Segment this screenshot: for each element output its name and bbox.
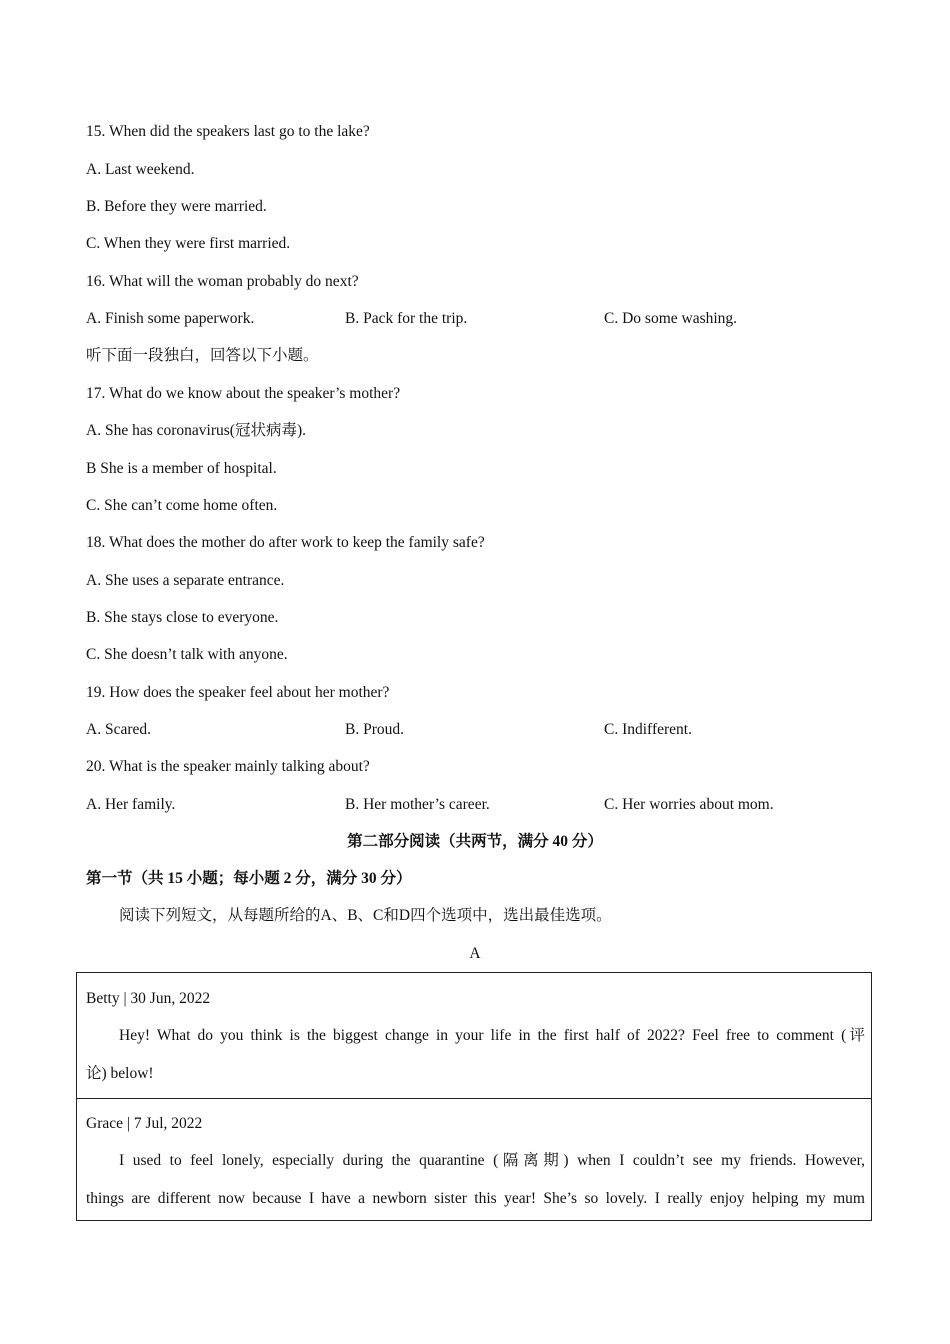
- q15-option-c: C. When they were first married.: [86, 235, 291, 252]
- post-body-line: 论) below!: [86, 1065, 154, 1082]
- q16-option-c: C. Do some washing.: [604, 310, 738, 327]
- q19-option-a: A. Scared.: [86, 721, 151, 738]
- q19-option-c: C. Indifferent.: [604, 721, 692, 738]
- q17-option-a: A. She has coronavirus(冠状病毒).: [86, 422, 306, 439]
- comment-box: [76, 972, 872, 1221]
- q16-option-b: B. Pack for the trip.: [345, 310, 468, 327]
- post-header: Betty | 30 Jun, 2022: [86, 990, 211, 1007]
- question-17: 17. What do we know about the speaker’s mother?: [86, 385, 401, 402]
- q15-option-b: B. Before they were married.: [86, 198, 267, 215]
- q18-option-b: B. She stays close to everyone.: [86, 609, 279, 626]
- post-body-line: things are different now because I have a newborn sister this year! She’s so lovely. I really enjoy helping my mum: [86, 1190, 865, 1207]
- question-15: 15. When did the speakers last go to the lake?: [86, 123, 370, 140]
- monologue-intro: 听下面一段独白，回答以下小题。: [86, 347, 319, 364]
- q20-option-b: B. Her mother’s career.: [345, 796, 490, 813]
- question-18: 18. What does the mother do after work to keep the family safe?: [86, 534, 485, 551]
- post-header: Grace | 7 Jul, 2022: [86, 1115, 203, 1132]
- post-divider: [77, 1098, 871, 1099]
- passage-label: A: [469, 945, 481, 962]
- q18-option-a: A. She uses a separate entrance.: [86, 572, 285, 589]
- post-body-line: Hey! What do you think is the biggest change in your life in the first half of 2022? Feel free to comment (评: [119, 1027, 865, 1044]
- q17-option-c: C. She can’t come home often.: [86, 497, 278, 514]
- question-20: 20. What is the speaker mainly talking about?: [86, 758, 370, 775]
- q16-option-a: A. Finish some paperwork.: [86, 310, 255, 327]
- question-16: 16. What will the woman probably do next?: [86, 273, 359, 290]
- q15-option-a: A. Last weekend.: [86, 161, 195, 178]
- post-body-line: I used to feel lonely, especially during the quarantine (隔离期) when I couldn’t see my friends. However,: [119, 1152, 865, 1169]
- q18-option-c: C. She doesn’t talk with anyone.: [86, 646, 288, 663]
- instructions: 阅读下列短文，从每题所给的A、B、C和D四个选项中，选出最佳选项。: [119, 907, 612, 924]
- q17-option-b: B She is a member of hospital.: [86, 460, 277, 477]
- part2-title: 第二部分阅读（共两节，满分 40 分）: [347, 833, 603, 850]
- section1-title: 第一节（共 15 小题；每小题 2 分，满分 30 分）: [86, 870, 412, 887]
- q20-option-c: C. Her worries about mom.: [604, 796, 774, 813]
- q20-option-a: A. Her family.: [86, 796, 176, 813]
- q19-option-b: B. Proud.: [345, 721, 404, 738]
- question-19: 19. How does the speaker feel about her mother?: [86, 684, 390, 701]
